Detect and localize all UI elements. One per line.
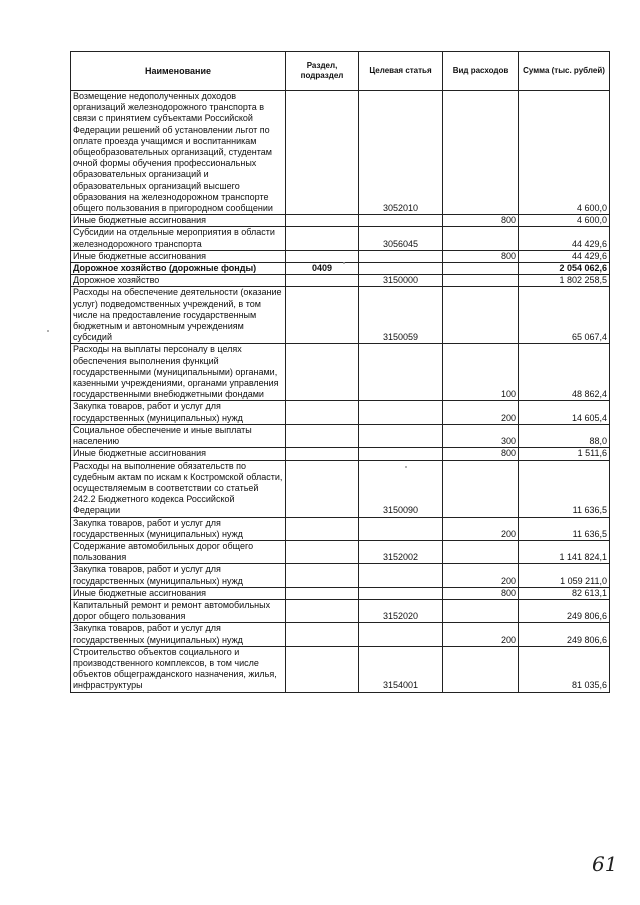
row-expense-type: 200 <box>443 623 519 646</box>
row-section <box>286 215 359 227</box>
row-expense-type: 300 <box>443 424 519 447</box>
table-row <box>71 540 610 563</box>
row-amount: 1 141 824,1 <box>519 540 610 563</box>
row-expense-type <box>443 540 519 563</box>
row-section <box>286 540 359 563</box>
row-expense-type: 800 <box>443 448 519 460</box>
row-section <box>286 623 359 646</box>
row-amount: 81 035,6 <box>519 646 610 692</box>
row-amount: 1 511,6 <box>519 448 610 460</box>
table-row <box>71 227 610 250</box>
row-name: Расходы на выплаты персоналу в целях обеспечения выполнения функций государственными (муниципальными) органами, казенными учреждениями, органами управления государственными внебюджетными фондами <box>71 344 286 401</box>
row-section <box>286 564 359 587</box>
table-row <box>71 91 610 215</box>
header-row <box>71 52 610 91</box>
page-number: 61 <box>592 852 618 876</box>
table-row <box>71 448 610 460</box>
table-row <box>71 646 610 692</box>
row-target-code <box>359 401 443 424</box>
table-row <box>71 587 610 599</box>
budget-table <box>70 51 610 693</box>
row-section <box>286 646 359 692</box>
header-target: Целевая статья <box>359 52 443 91</box>
row-expense-type: 100 <box>443 344 519 401</box>
row-name: Иные бюджетные ассигнования <box>71 215 286 227</box>
row-amount: 44 429,6 <box>519 227 610 250</box>
row-section <box>286 460 359 517</box>
row-expense-type: 200 <box>443 401 519 424</box>
table-row <box>71 460 610 517</box>
table-row <box>71 215 610 227</box>
row-expense-type <box>443 460 519 517</box>
table-row <box>71 344 610 401</box>
row-amount: 14 605,4 <box>519 401 610 424</box>
row-name: Субсидии на отдельные мероприятия в области железнодорожного транспорта <box>71 227 286 250</box>
row-amount: 82 613,1 <box>519 587 610 599</box>
row-section <box>286 287 359 344</box>
row-target-code <box>359 448 443 460</box>
row-target-code <box>359 344 443 401</box>
row-amount: 1 802 258,5 <box>519 275 610 287</box>
row-target-code: 3150059 <box>359 287 443 344</box>
row-expense-type <box>443 287 519 344</box>
row-amount: 44 429,6 <box>519 250 610 262</box>
row-amount: 4 600,0 <box>519 91 610 215</box>
row-expense-type <box>443 275 519 287</box>
row-target-code: 3152020 <box>359 599 443 622</box>
row-section <box>286 275 359 287</box>
row-section <box>286 344 359 401</box>
row-amount: 11 636,5 <box>519 517 610 540</box>
row-name: Содержание автомобильных дорог общего пользования <box>71 540 286 563</box>
row-name: Закупка товаров, работ и услуг для государственных (муниципальных) нужд <box>71 564 286 587</box>
table-row <box>71 564 610 587</box>
row-target-code: 3052010 <box>359 91 443 215</box>
table-row <box>71 250 610 262</box>
row-expense-type: 800 <box>443 215 519 227</box>
row-target-code <box>359 564 443 587</box>
table-row <box>71 275 610 287</box>
table-row <box>71 401 610 424</box>
row-name: Закупка товаров, работ и услуг для государственных (муниципальных) нужд <box>71 623 286 646</box>
row-target-code: 3154001 <box>359 646 443 692</box>
row-name: Строительство объектов социального и производственного комплексов, в том числе объектов общегражданского назначения, жилья, инфраструктуры <box>71 646 286 692</box>
row-target-code <box>359 424 443 447</box>
table-row <box>71 287 610 344</box>
table-body <box>71 91 610 693</box>
row-expense-type <box>443 599 519 622</box>
row-amount: 48 862,4 <box>519 344 610 401</box>
row-amount: 4 600,0 <box>519 215 610 227</box>
row-amount: 11 636,5 <box>519 460 610 517</box>
row-target-code <box>359 517 443 540</box>
row-target-code <box>359 215 443 227</box>
row-name: Расходы на выполнение обязательств по судебным актам по искам к Костромской области, осуществляемым в соответствии со статьей 242.2 Бюджетного кодекса Российской Федерации <box>71 460 286 517</box>
row-name: Расходы на обеспечение деятельности (оказание услуг) подведомственных учреждений, в том числе на предоставление государственным бюджетным и автономным учреждениям субсидий <box>71 287 286 344</box>
table-row <box>71 424 610 447</box>
header-name: Наименование <box>71 52 286 91</box>
row-section <box>286 517 359 540</box>
row-amount: 249 806,6 <box>519 599 610 622</box>
row-amount: 88,0 <box>519 424 610 447</box>
row-expense-type: 200 <box>443 564 519 587</box>
row-target-code <box>359 623 443 646</box>
row-target-code <box>359 587 443 599</box>
scan-speck <box>47 330 49 332</box>
row-name: Иные бюджетные ассигнования <box>71 250 286 262</box>
row-expense-type: 200 <box>443 517 519 540</box>
row-section <box>286 401 359 424</box>
row-amount: 249 806,6 <box>519 623 610 646</box>
scan-speck <box>405 466 407 468</box>
row-section <box>286 91 359 215</box>
row-section: 0409 <box>286 263 359 275</box>
row-name: Иные бюджетные ассигнования <box>71 587 286 599</box>
row-name: Дорожное хозяйство <box>71 275 286 287</box>
row-expense-type <box>443 263 519 275</box>
row-target-code: 3150090 <box>359 460 443 517</box>
row-target-code: 3152002 <box>359 540 443 563</box>
row-section <box>286 227 359 250</box>
row-name: Возмещение недополученных доходов организаций железнодорожного транспорта в связи с принятием субъектами Российской Федерации решений об установлении льгот по оплате проезда учащимся и воспитанникам общеобразовательных организаций, студентам очной формы обучения профессиональных образовательных организаций и образовательных организаций высшего образования на железнодорожном транспорте общего пользования в пригородном сообщении <box>71 91 286 215</box>
row-name: Закупка товаров, работ и услуг для государственных (муниципальных) нужд <box>71 517 286 540</box>
row-amount: 1 059 211,0 <box>519 564 610 587</box>
row-expense-type <box>443 91 519 215</box>
row-expense-type: 800 <box>443 587 519 599</box>
header-amount: Сумма (тыс. рублей) <box>519 52 610 91</box>
row-section <box>286 448 359 460</box>
row-section <box>286 599 359 622</box>
table-row <box>71 623 610 646</box>
row-section <box>286 424 359 447</box>
header-section: Раздел, подраздел <box>286 52 359 91</box>
row-expense-type <box>443 646 519 692</box>
header-type: Вид расходов <box>443 52 519 91</box>
table-row <box>71 263 610 275</box>
row-expense-type <box>443 227 519 250</box>
table-row <box>71 599 610 622</box>
row-name: Иные бюджетные ассигнования <box>71 448 286 460</box>
row-section <box>286 250 359 262</box>
row-amount: 65 067,4 <box>519 287 610 344</box>
row-name: Закупка товаров, работ и услуг для государственных (муниципальных) нужд <box>71 401 286 424</box>
row-target-code <box>359 250 443 262</box>
row-target-code <box>359 263 443 275</box>
row-name: Дорожное хозяйство (дорожные фонды) <box>71 263 286 275</box>
scan-speck <box>343 262 345 264</box>
row-amount: 2 054 062,6 <box>519 263 610 275</box>
row-expense-type: 800 <box>443 250 519 262</box>
row-section <box>286 587 359 599</box>
row-target-code: 3150000 <box>359 275 443 287</box>
row-target-code: 3056045 <box>359 227 443 250</box>
table-row <box>71 517 610 540</box>
row-name: Капитальный ремонт и ремонт автомобильных дорог общего пользования <box>71 599 286 622</box>
row-name: Социальное обеспечение и иные выплаты населению <box>71 424 286 447</box>
